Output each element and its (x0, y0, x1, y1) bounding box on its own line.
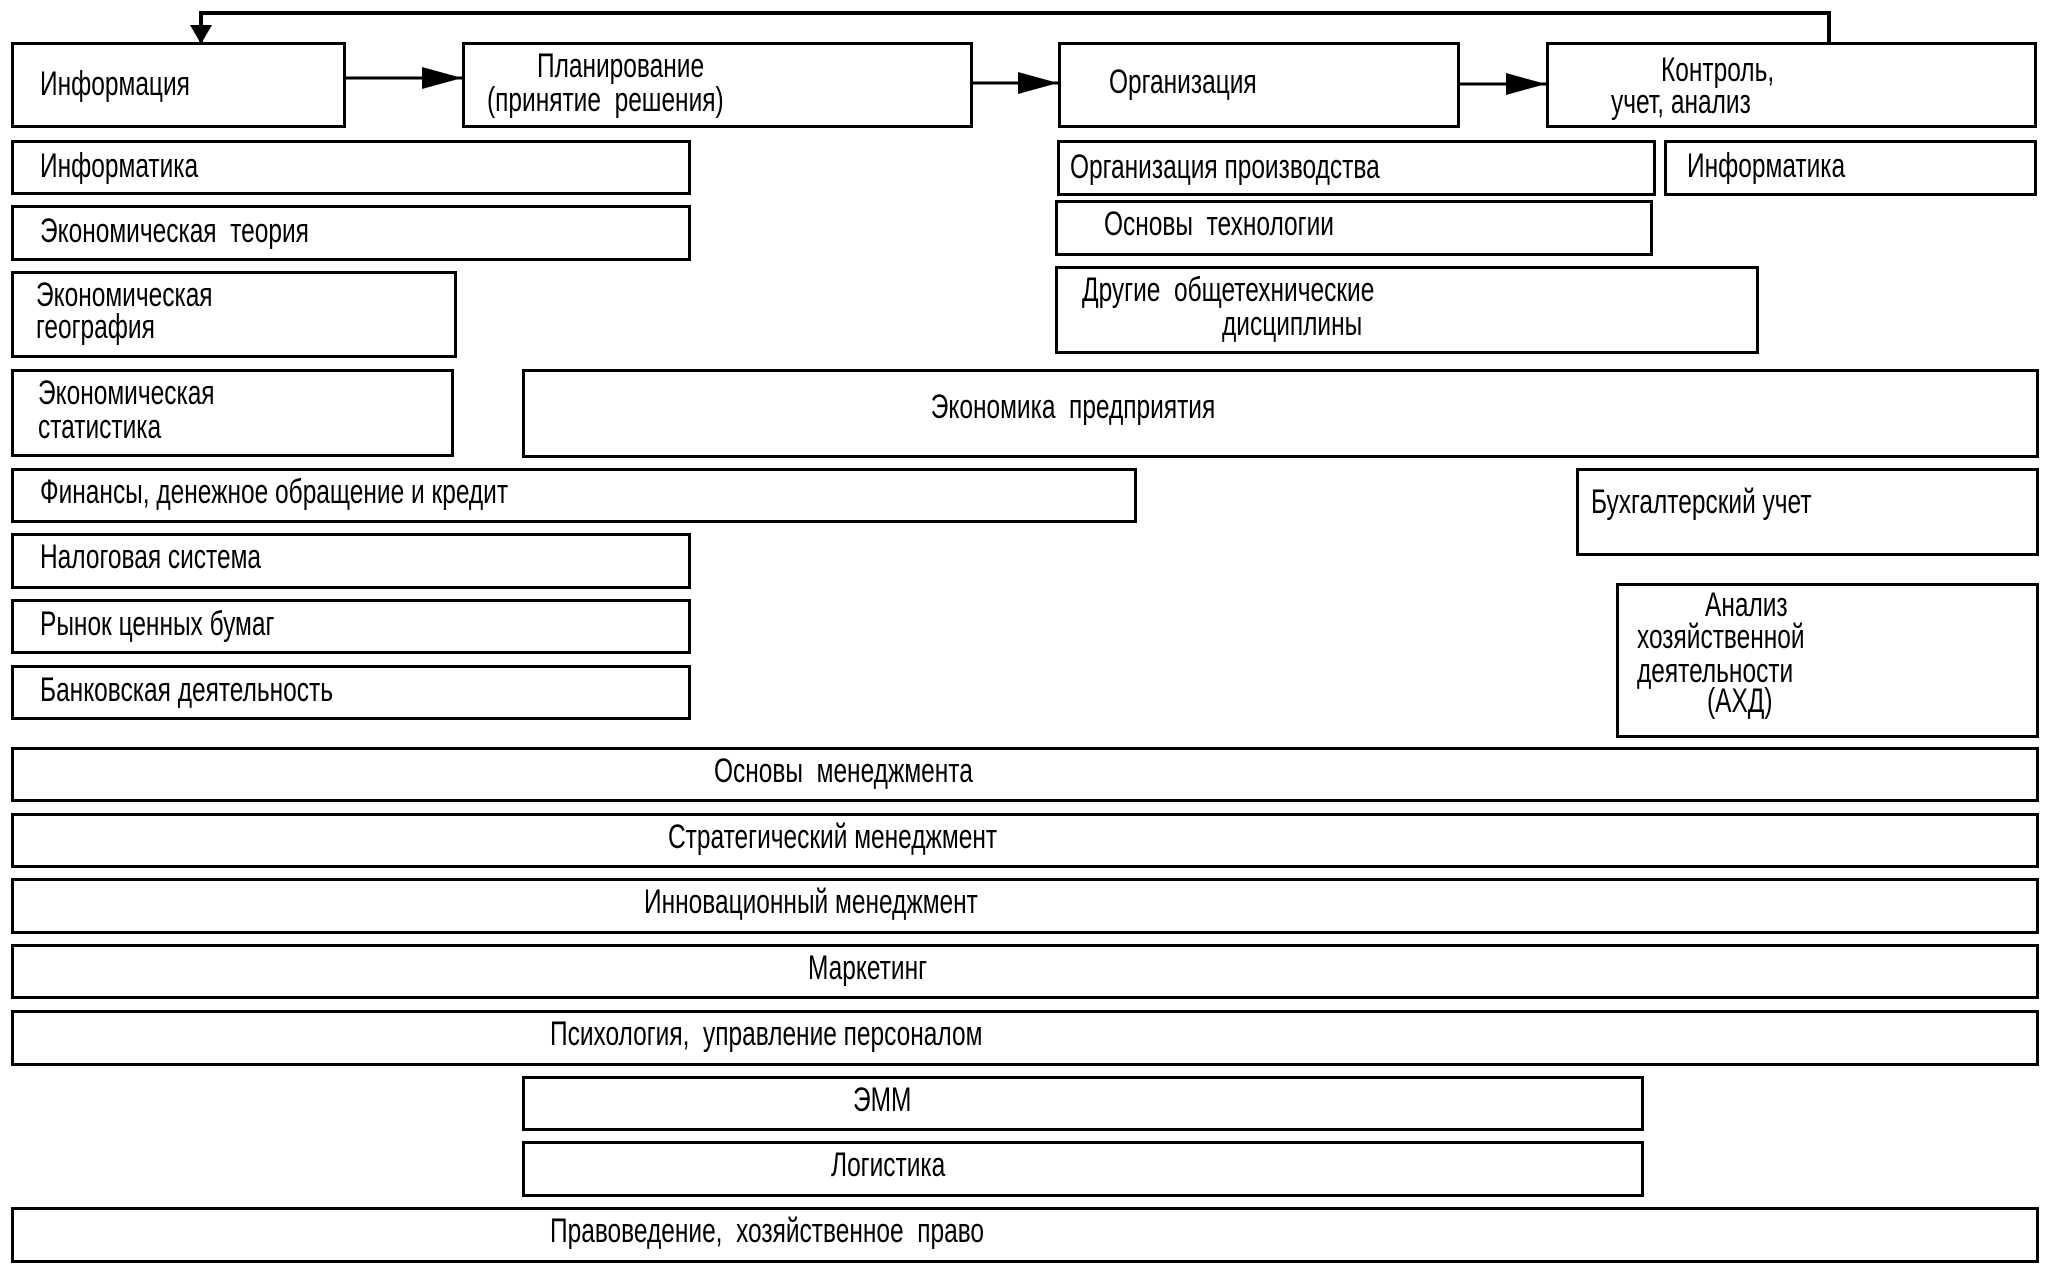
ekon-statistika-label-2: статистика (38, 408, 162, 446)
informatika-left-box (11, 140, 691, 195)
kontrol-label-2: учет, анализ (1611, 83, 1751, 121)
kontrol-box (1546, 42, 2037, 128)
akhd-label-3: деятельности (1637, 652, 1794, 690)
nalogovaya-label: Налоговая система (40, 538, 262, 576)
akhd-label-1: Анализ (1705, 586, 1788, 624)
ekon-geografiya-label-1: Экономическая (36, 276, 213, 314)
informatika-right-label: Информатика (1687, 147, 1846, 185)
planirovanie-label-2: (принятие решения) (487, 81, 724, 119)
ekon-teoriya-box (11, 205, 691, 261)
marketing-box (11, 944, 2039, 999)
informatika-left-label: Информатика (40, 147, 199, 185)
bankovskaya-box (11, 665, 691, 720)
bukhuchet-label: Бухгалтерский учет (1591, 483, 1812, 521)
ekon-geografiya-label-2: география (36, 308, 155, 346)
bankovskaya-label: Банковская деятельность (40, 671, 333, 709)
drugie-box (1055, 266, 1759, 354)
pravovedenie-label: Правоведение, хозяйственное право (550, 1212, 985, 1250)
org-proizvodstva-label: Организация производства (1070, 148, 1380, 186)
org-proizvodstva-box (1057, 140, 1656, 196)
marketing-label: Маркетинг (808, 949, 928, 987)
osnovy-menedzhmenta-box (11, 747, 2039, 802)
ekonomika-predpriyatiya-box (522, 369, 2039, 458)
planirovanie-label-1: Планирование (537, 47, 705, 85)
rynok-label: Рынок ценных бумаг (40, 605, 275, 643)
ekon-statistika-label-1: Экономическая (38, 374, 215, 412)
ekon-geografiya-box (11, 271, 457, 358)
akhd-label-2: хозяйственной (1637, 618, 1805, 656)
informatsiya-label: Информация (40, 65, 190, 103)
organizatsiya-label: Организация (1109, 63, 1257, 101)
informatika-right-box (1664, 140, 2037, 196)
pravovedenie-box (11, 1207, 2039, 1263)
logistika-box (522, 1141, 1644, 1197)
finansy-label: Финансы, денежное обращение и кредит (40, 473, 509, 511)
ekonomika-predpriyatiya-label: Экономика предприятия (930, 388, 1215, 426)
drugie-label-1: Другие общетехнические (1082, 271, 1375, 309)
osnovy-tekhnologii-box (1055, 200, 1653, 256)
bukhuchet-box (1576, 468, 2039, 556)
strategicheskiy-box (11, 813, 2039, 868)
innovatsionnyy-box (11, 878, 2039, 934)
emmm-box (522, 1076, 1644, 1131)
ekon-teoriya-label: Экономическая теория (40, 212, 309, 250)
planirovanie-box (462, 42, 973, 128)
ekon-statistika-box (11, 369, 454, 457)
informatsiya-box (11, 42, 346, 128)
drugie-label-2: дисциплины (1222, 305, 1363, 343)
innovatsionnyy-label: Инновационный менеджмент (644, 883, 978, 921)
psikhologiya-label: Психология, управление персоналом (550, 1015, 983, 1053)
kontrol-label-1: Контроль, (1661, 51, 1775, 89)
finansy-box (11, 468, 1137, 523)
logistika-label: Логистика (831, 1146, 946, 1184)
nalogovaya-box (11, 533, 691, 589)
akhd-box (1616, 583, 2039, 738)
osnovy-menedzhmenta-label: Основы менеджмента (714, 752, 973, 790)
emmm-label: ЭММ (853, 1081, 912, 1119)
psikhologiya-box (11, 1010, 2039, 1066)
osnovy-tekhnologii-label: Основы технологии (1104, 205, 1334, 243)
rynok-box (11, 599, 691, 654)
feedback-line (201, 13, 1829, 44)
strategicheskiy-label: Стратегический менеджмент (668, 818, 998, 856)
organizatsiya-box (1058, 42, 1460, 128)
akhd-label-4: (АХД) (1707, 682, 1773, 720)
